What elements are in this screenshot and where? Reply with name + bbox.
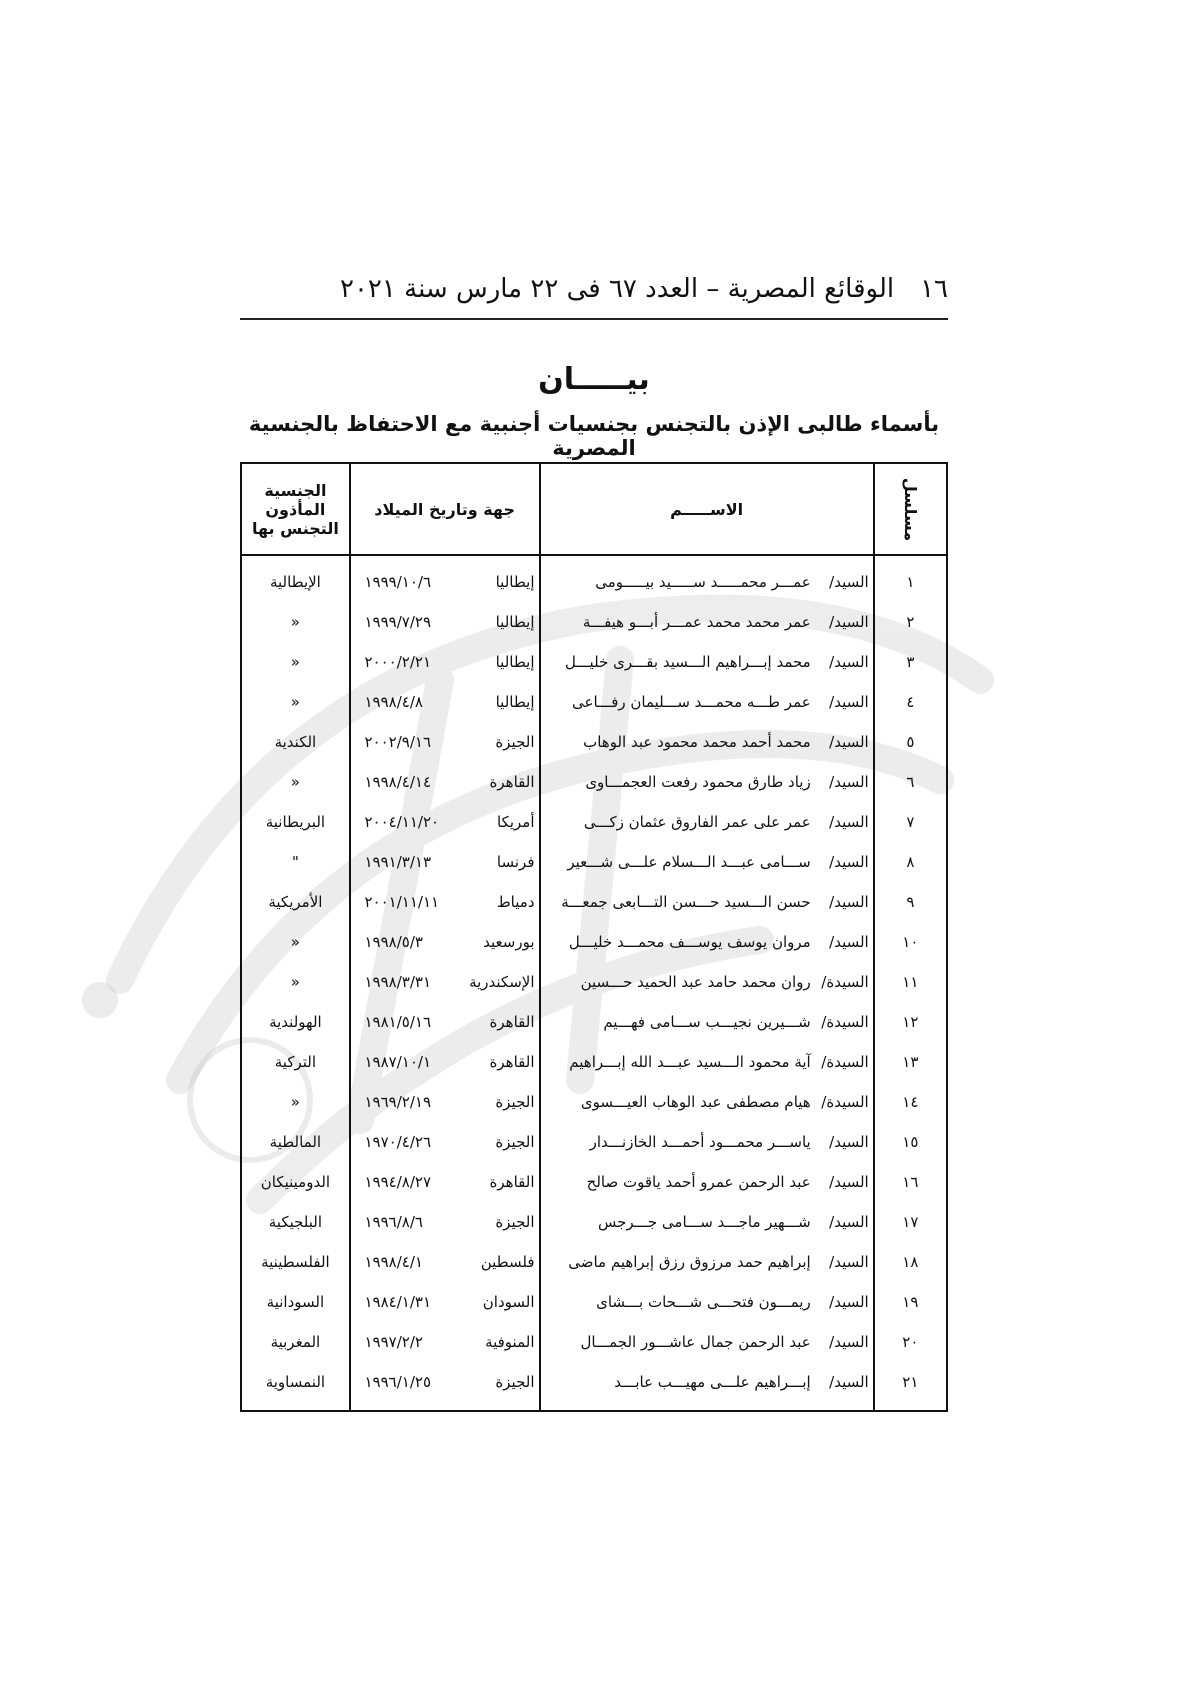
row-birth-date: ١٩٩٦/١/٢٥	[364, 1373, 432, 1391]
row-nationality: الفلسطينية	[241, 1242, 350, 1282]
row-birth-date: ١٩٨٤/١/٣١	[364, 1293, 432, 1311]
row-birth-date: ١٩٩٨/٤/١٤	[364, 773, 432, 791]
row-birth-cell	[350, 1002, 540, 1042]
table-row	[241, 722, 947, 762]
row-name-cell	[540, 642, 874, 682]
row-serial: ١٩	[874, 1282, 947, 1322]
row-name-cell	[540, 1322, 874, 1362]
row-serial: ١٠	[874, 922, 947, 962]
row-nationality: «	[241, 962, 350, 1002]
row-nationality: «	[241, 642, 350, 682]
table-row	[241, 1002, 947, 1042]
row-name-cell	[540, 602, 874, 642]
row-honorific: السيد/	[829, 1253, 869, 1271]
row-birth-cell	[350, 642, 540, 682]
row-serial: ١٤	[874, 1082, 947, 1122]
row-full-name: شـــهير ماجـــد ســـامى جـــرجس	[598, 1213, 811, 1231]
row-birth-date: ١٩٦٩/٢/١٩	[364, 1093, 432, 1111]
row-honorific: السيد/	[829, 933, 869, 951]
row-serial: ١٥	[874, 1122, 947, 1162]
row-honorific: السيدة/	[821, 1093, 869, 1111]
row-name-cell	[540, 802, 874, 842]
row-nationality: الهولندية	[241, 1002, 350, 1042]
row-birth-place: دمياط	[496, 893, 535, 911]
document-subtitle: بأسماء طالبى الإذن بالتجنس بجنسيات أجنبية مع الاحتفاظ بالجنسية المصرية	[248, 412, 940, 460]
table-row	[241, 962, 947, 1002]
row-serial: ٢٠	[874, 1322, 947, 1362]
row-birth-cell	[350, 962, 540, 1002]
row-honorific: السيد/	[829, 573, 869, 591]
row-birth-place: إيطاليا	[495, 613, 535, 631]
row-serial: ١٣	[874, 1042, 947, 1082]
row-name-cell	[540, 762, 874, 802]
row-nationality: البلجيكية	[241, 1202, 350, 1242]
row-nationality: «	[241, 682, 350, 722]
table-row	[241, 1122, 947, 1162]
row-serial: ١٦	[874, 1162, 947, 1202]
row-full-name: آية محمود الـــسيد عبـــد الله إبـــراهيم	[569, 1053, 811, 1071]
row-serial: ١١	[874, 962, 947, 1002]
header-serial	[874, 463, 947, 555]
row-honorific: السيد/	[829, 853, 869, 871]
row-birth-date: ١٩٩٨/٣/٣١	[364, 973, 432, 991]
row-birth-date: ١٩٨١/٥/١٦	[364, 1013, 432, 1031]
row-honorific: السيد/	[829, 1293, 869, 1311]
row-birth-place: الجيزة	[495, 1373, 535, 1391]
row-nationality: «	[241, 602, 350, 642]
row-full-name: محمد أحمد محمد محمود عبد الوهاب	[583, 733, 811, 751]
table-row	[241, 1162, 947, 1202]
row-full-name: إبراهيم حمد مرزوق رزق إبراهيم ماضى	[568, 1253, 811, 1271]
header-birth: جهة وتاريخ الميلاد	[350, 463, 540, 555]
row-nationality: الإيطالية	[241, 555, 350, 602]
row-serial: ١	[874, 555, 947, 602]
row-birth-date: ٢٠٠١/١١/١١	[364, 893, 440, 911]
row-honorific: السيد/	[829, 773, 869, 791]
row-honorific: السيد/	[829, 1173, 869, 1191]
row-serial: ٤	[874, 682, 947, 722]
row-full-name: هيام مصطفى عبد الوهاب العيـــسوى	[580, 1093, 811, 1111]
row-full-name: إبـــراهيم علـــى مهيـــب عابـــد	[614, 1373, 811, 1391]
row-birth-date: ١٩٩٦/٨/٦	[364, 1213, 423, 1231]
table-row	[241, 1362, 947, 1411]
row-full-name: شـــيرين نجيـــب ســـامى فهـــيم	[603, 1013, 811, 1031]
row-birth-cell	[350, 802, 540, 842]
row-birth-cell	[350, 1042, 540, 1082]
row-birth-place: إيطاليا	[495, 573, 535, 591]
row-birth-place: الجيزة	[495, 1093, 535, 1111]
row-nationality: المالطية	[241, 1122, 350, 1162]
row-nationality: الأمريكية	[241, 882, 350, 922]
row-birth-place: الجيزة	[495, 733, 535, 751]
row-serial: ١٢	[874, 1002, 947, 1042]
row-honorific: السيد/	[829, 893, 869, 911]
row-birth-date: ١٩٧٠/٤/٢٦	[364, 1133, 432, 1151]
row-serial: ٦	[874, 762, 947, 802]
row-honorific: السيدة/	[821, 973, 869, 991]
row-name-cell	[540, 962, 874, 1002]
row-name-cell	[540, 1162, 874, 1202]
row-full-name: ســـامى عبـــد الـــسلام علـــى شـــعير	[567, 853, 811, 871]
row-full-name: عمـــر محمـــــد ســـــيد بيـــــومى	[595, 573, 811, 591]
row-honorific: السيد/	[829, 1213, 869, 1231]
row-name-cell	[540, 882, 874, 922]
row-birth-cell	[350, 682, 540, 722]
page-number: ١٦	[920, 274, 948, 304]
header-nationality: الجنسية المأذون التجنس بها	[241, 463, 350, 555]
row-honorific: السيدة/	[821, 1053, 869, 1071]
row-birth-place: فلسطين	[480, 1253, 535, 1271]
row-birth-cell	[350, 1202, 540, 1242]
row-serial: ٩	[874, 882, 947, 922]
row-birth-cell	[350, 762, 540, 802]
row-full-name: زياد طارق محمود رفعت العجمـــاوى	[585, 773, 811, 791]
row-serial: ٥	[874, 722, 947, 762]
row-birth-date: ١٩٨٧/١٠/١	[364, 1053, 432, 1071]
table-row	[241, 1282, 947, 1322]
row-birth-cell	[350, 1082, 540, 1122]
row-birth-date: ٢٠٠٤/١١/٢٠	[364, 813, 440, 831]
row-birth-cell	[350, 1162, 540, 1202]
row-serial: ٣	[874, 642, 947, 682]
row-birth-place: السودان	[482, 1293, 535, 1311]
row-name-cell	[540, 1362, 874, 1411]
row-serial: ٢	[874, 602, 947, 642]
page-header	[240, 270, 948, 320]
row-name-cell	[540, 555, 874, 602]
table-row	[241, 1322, 947, 1362]
row-nationality: التركية	[241, 1042, 350, 1082]
row-birth-place: فرنسا	[496, 853, 535, 871]
row-honorific: السيد/	[829, 693, 869, 711]
row-honorific: السيد/	[829, 813, 869, 831]
row-nationality: الدومينيكان	[241, 1162, 350, 1202]
row-birth-place: بورسعيد	[483, 933, 535, 951]
row-birth-cell	[350, 555, 540, 602]
row-full-name: عمر على عمر الفاروق عثمان زكـــى	[583, 813, 811, 831]
row-full-name: عبد الرحمن عمرو أحمد ياقوت صالح	[586, 1173, 811, 1191]
row-honorific: السيد/	[829, 653, 869, 671]
row-full-name: مروان يوسف يوســـف محمـــد خليـــل	[568, 933, 811, 951]
row-name-cell	[540, 1202, 874, 1242]
row-honorific: السيد/	[829, 1133, 869, 1151]
row-full-name: حسن الـــسيد حـــسن التـــابعى جمعـــة	[561, 893, 811, 911]
table-row	[241, 682, 947, 722]
row-serial: ٨	[874, 842, 947, 882]
row-nationality: السودانية	[241, 1282, 350, 1322]
row-honorific: السيد/	[829, 1373, 869, 1391]
row-name-cell	[540, 1242, 874, 1282]
row-name-cell	[540, 1002, 874, 1042]
table-row	[241, 842, 947, 882]
row-full-name: ياســـر محمـــود أحمـــد الخازنـــدار	[589, 1133, 811, 1151]
table-row	[241, 642, 947, 682]
row-full-name: محمد إبـــراهيم الـــسيد بقـــرى خليـــل	[565, 653, 811, 671]
table-row	[241, 602, 947, 642]
row-birth-place: الجيزة	[495, 1213, 535, 1231]
row-birth-date: ١٩٩٩/٧/٢٩	[364, 613, 432, 631]
row-birth-cell	[350, 722, 540, 762]
row-nationality: «	[241, 762, 350, 802]
row-birth-place: القاهرة	[489, 1013, 535, 1031]
row-birth-date: ٢٠٠٢/٩/١٦	[364, 733, 432, 751]
row-full-name: ريمـــون فتحـــى شـــحات بـــشاى	[596, 1293, 811, 1311]
row-birth-cell	[350, 1122, 540, 1162]
row-name-cell	[540, 922, 874, 962]
gazette-title: الوقائع المصرية – العدد ٦٧ فى ٢٢ مارس سنة ٢٠٢١	[340, 274, 895, 304]
row-birth-cell	[350, 1282, 540, 1322]
row-name-cell	[540, 1122, 874, 1162]
row-honorific: السيدة/	[821, 1013, 869, 1031]
row-birth-place: القاهرة	[489, 773, 535, 791]
row-nationality: الكندية	[241, 722, 350, 762]
row-birth-date: ١٩٩٤/٨/٢٧	[364, 1173, 432, 1191]
row-birth-cell	[350, 1242, 540, 1282]
row-name-cell	[540, 682, 874, 722]
row-birth-place: إيطاليا	[495, 653, 535, 671]
row-serial: ٢١	[874, 1362, 947, 1411]
row-honorific: السيد/	[829, 733, 869, 751]
row-serial: ٧	[874, 802, 947, 842]
table-row	[241, 1082, 947, 1122]
row-birth-place: المنوفية	[485, 1333, 535, 1351]
header-name: الاســـــم	[540, 463, 874, 555]
row-serial: ١٧	[874, 1202, 947, 1242]
row-birth-cell	[350, 882, 540, 922]
row-birth-cell	[350, 842, 540, 882]
row-birth-cell	[350, 1362, 540, 1411]
row-nationality: «	[241, 922, 350, 962]
row-full-name: عمر محمد محمد عمـــر أبـــو هيفـــة	[582, 613, 811, 631]
row-honorific: السيد/	[829, 1333, 869, 1351]
row-birth-place: القاهرة	[489, 1173, 535, 1191]
table-row	[241, 802, 947, 842]
row-nationality: «	[241, 1082, 350, 1122]
table-header-row	[241, 463, 947, 555]
row-birth-date: ١٩٩٨/٥/٣	[364, 933, 423, 951]
row-birth-place: الجيزة	[495, 1133, 535, 1151]
row-birth-date: ١٩٩١/٣/١٣	[364, 853, 432, 871]
row-nationality: البريطانية	[241, 802, 350, 842]
row-birth-date: ١٩٩٨/٤/٨	[364, 693, 423, 711]
row-birth-date: ١٩٩٨/٤/١	[364, 1253, 423, 1271]
row-birth-date: ٢٠٠٠/٢/٢١	[364, 653, 432, 671]
row-full-name: عمر طـــه محمـــد ســـليمان رفـــاعى	[572, 693, 811, 711]
row-honorific: السيد/	[829, 613, 869, 631]
row-birth-place: إيطاليا	[495, 693, 535, 711]
row-birth-cell	[350, 922, 540, 962]
table-row	[241, 762, 947, 802]
row-serial: ١٨	[874, 1242, 947, 1282]
row-birth-cell	[350, 1322, 540, 1362]
row-birth-place: القاهرة	[489, 1053, 535, 1071]
table-row	[241, 922, 947, 962]
row-birth-date: ١٩٩٧/٢/٢	[364, 1333, 423, 1351]
table-row	[241, 1202, 947, 1242]
row-name-cell	[540, 722, 874, 762]
table-row	[241, 882, 947, 922]
row-nationality: المغربية	[241, 1322, 350, 1362]
row-nationality: "	[241, 842, 350, 882]
header-serial-label: مسلسل	[900, 477, 920, 541]
row-birth-place: الإسكندرية	[469, 973, 535, 991]
row-full-name: روان محمد حامد عبد الحميد حـــسين	[580, 973, 811, 991]
row-name-cell	[540, 842, 874, 882]
row-name-cell	[540, 1282, 874, 1322]
row-birth-place: أمريكا	[496, 813, 535, 831]
row-nationality: النمساوية	[241, 1362, 350, 1411]
row-name-cell	[540, 1042, 874, 1082]
row-name-cell	[540, 1082, 874, 1122]
row-birth-cell	[350, 602, 540, 642]
table-row	[241, 1242, 947, 1282]
table-row	[241, 555, 947, 602]
applicants-table	[240, 462, 948, 1412]
row-birth-date: ١٩٩٩/١٠/٦	[364, 573, 432, 591]
row-full-name: عبد الرحمن جمال عاشـــور الجمـــال	[580, 1333, 811, 1351]
table-row	[241, 1042, 947, 1082]
document-title: بيـــــان	[538, 362, 650, 397]
